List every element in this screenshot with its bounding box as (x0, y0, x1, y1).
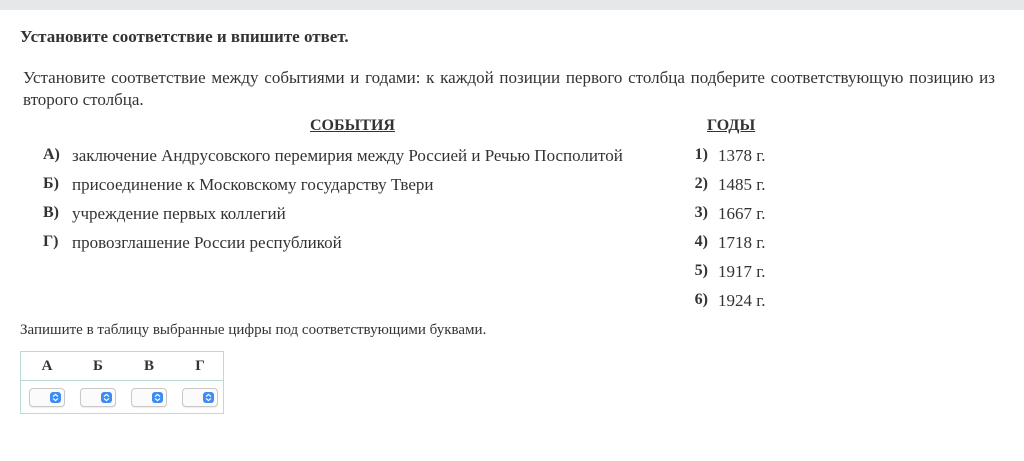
answer-select-b[interactable] (80, 388, 116, 407)
year-text: 1378 г. (718, 146, 766, 165)
event-label: Б) (43, 175, 59, 192)
year-label: 1) (694, 146, 708, 163)
answer-column-header: А (41, 358, 53, 374)
event-label: А) (43, 146, 60, 163)
year-label: 4) (694, 233, 708, 250)
top-bar (0, 0, 1024, 10)
event-text: учреждение первых коллегий (72, 204, 286, 223)
year-label: 2) (694, 175, 708, 192)
select-arrows-icon (50, 392, 61, 403)
event-label: Г) (43, 233, 59, 250)
task-intro: Установите соответствие между событиями и годами: к каждой позиции первого столбца подберите соответствующую позицию из второго столбца. (23, 68, 995, 109)
answer-column-header: Б (93, 358, 103, 374)
year-text: 1718 г. (718, 233, 766, 252)
table-divider (21, 380, 223, 381)
select-arrows-icon (203, 392, 214, 403)
event-text: присоединение к Московскому государству Твери (72, 175, 434, 194)
events-column-title: СОБЫТИЯ (310, 117, 395, 134)
year-label: 6) (694, 291, 708, 308)
year-text: 1917 г. (718, 262, 766, 281)
select-arrows-icon (152, 392, 163, 403)
event-label: В) (43, 204, 59, 221)
event-text: заключение Андрусовского перемирия между Россией и Речью Посполитой (72, 146, 623, 165)
answer-column-header: В (143, 358, 154, 374)
answer-instruction: Запишите в таблицу выбранные цифры под соответствующими буквами. (20, 322, 487, 338)
year-label: 3) (694, 204, 708, 221)
task-heading: Установите соответствие и впишите ответ. (20, 27, 349, 46)
answer-column-header: Г (195, 358, 205, 374)
year-label: 5) (694, 262, 708, 279)
select-arrows-icon (101, 392, 112, 403)
year-text: 1924 г. (718, 291, 766, 310)
year-text: 1485 г. (718, 175, 766, 194)
event-text: провозглашение России республикой (72, 233, 342, 252)
answer-select-g[interactable] (182, 388, 218, 407)
years-column-title: ГОДЫ (707, 117, 756, 134)
year-text: 1667 г. (718, 204, 766, 223)
answer-table (20, 351, 224, 414)
answer-select-v[interactable] (131, 388, 167, 407)
answer-select-a[interactable] (29, 388, 65, 407)
